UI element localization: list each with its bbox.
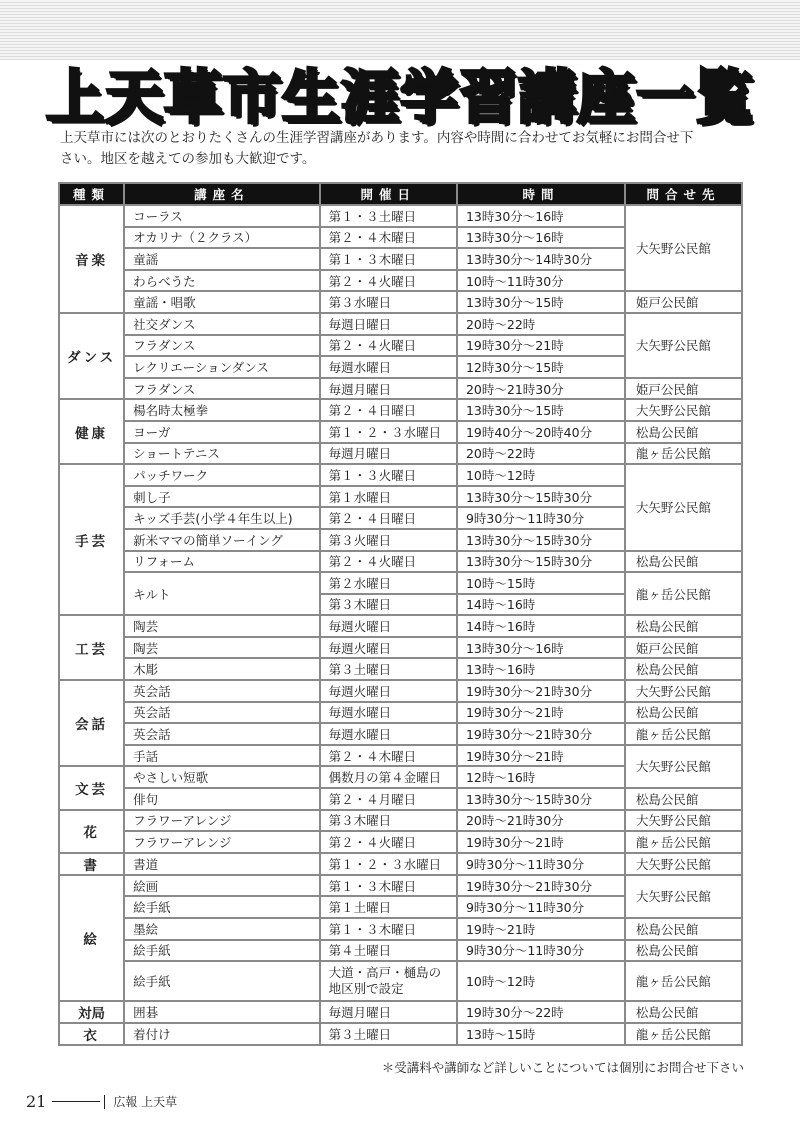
course-day: 毎週日曜日 [321, 314, 456, 334]
course-time: 13時30分～15時30分 [458, 552, 624, 572]
table-row [60, 832, 741, 852]
course-time: 19時30分～21時 [458, 832, 624, 852]
contact-venue: 松島公民館 [626, 1002, 741, 1022]
course-day: 第１・２・３水曜日 [321, 854, 456, 874]
course-day: 第１・３木曜日 [321, 249, 456, 269]
course-name: 童謡・唱歌 [125, 292, 318, 312]
contact-venue: 龍ヶ岳公民館 [626, 962, 741, 1000]
course-time: 13時30分～14時30分 [458, 249, 624, 269]
course-time: 19時30分～22時 [458, 1002, 624, 1022]
course-name: 絵手紙 [125, 941, 318, 961]
contact-venue: 姫戸公民館 [626, 638, 741, 658]
course-time: 13時30分～15時30分 [458, 530, 624, 550]
table-row [60, 206, 741, 226]
course-name: 絵手紙 [125, 962, 318, 1000]
course-name: レクリエーションダンス [125, 357, 318, 377]
course-name: 楊名時太極拳 [125, 400, 318, 420]
contact-venue: 大矢野公民館 [626, 746, 741, 787]
course-name: 絵手紙 [125, 897, 318, 917]
table-row [60, 811, 741, 831]
course-time: 20時～21時30分 [458, 379, 624, 399]
contact-venue: 松島公民館 [626, 703, 741, 723]
table-row [60, 724, 741, 744]
course-day: 毎週火曜日 [321, 681, 456, 701]
course-name: 木彫 [125, 659, 318, 679]
course-name: 刺し子 [125, 487, 318, 507]
category-cell: ダンス [60, 314, 123, 398]
course-name: フラダンス [125, 379, 318, 399]
table-row [60, 465, 741, 485]
course-day: 第３木曜日 [321, 595, 456, 615]
table-row [60, 789, 741, 809]
contact-venue: 大矢野公民館 [626, 681, 741, 701]
page-footer [26, 1092, 177, 1111]
course-name: 新米ママの簡単ソーイング [125, 530, 318, 550]
contact-venue: 姫戸公民館 [626, 292, 741, 312]
course-time: 19時30分～21時 [458, 746, 624, 766]
category-cell: 会話 [60, 681, 123, 765]
contact-venue: 龍ヶ岳公民館 [626, 724, 741, 744]
page-title: 上天草市生涯学習講座一覧 [45, 63, 754, 131]
course-day: 第３土曜日 [321, 1024, 456, 1044]
table-row [60, 422, 741, 442]
course-day: 第１・２・３水曜日 [321, 422, 456, 442]
table-row [60, 659, 741, 679]
intro-line-1: 上天草市には次のとおりたくさんの生涯学習講座があります。内容や時間に合わせてお気軽にお問合せ下 [60, 130, 694, 146]
table-row [60, 314, 741, 334]
course-time: 19時30分～21時30分 [458, 724, 624, 744]
header-category: 種類 [60, 184, 123, 204]
course-day: 第３木曜日 [321, 811, 456, 831]
table-row [60, 681, 741, 701]
course-day: 第２水曜日 [321, 573, 456, 593]
contact-venue: 大矢野公民館 [626, 314, 741, 377]
course-table [58, 182, 743, 1046]
contact-venue: 大矢野公民館 [626, 206, 741, 290]
course-time: 9時30分～11時30分 [458, 897, 624, 917]
category-cell: 対局 [60, 1002, 123, 1022]
header-course-name: 講座名 [125, 184, 318, 204]
course-time: 14時～16時 [458, 595, 624, 615]
contact-venue: 大矢野公民館 [626, 465, 741, 549]
course-name: 手話 [125, 746, 318, 766]
course-name: 社交ダンス [125, 314, 318, 334]
course-name: 童謡 [125, 249, 318, 269]
course-day: 毎週月曜日 [321, 379, 456, 399]
table-row [60, 444, 741, 464]
publication-name: 広報 上天草 [113, 1095, 178, 1109]
course-day: 第２・４火曜日 [321, 552, 456, 572]
course-time: 19時～21時 [458, 919, 624, 939]
course-name: オカリナ（２クラス） [125, 228, 318, 248]
course-name: フラワーアレンジ [125, 832, 318, 852]
table-row [60, 854, 741, 874]
course-time: 9時30分～11時30分 [458, 941, 624, 961]
category-cell: 文芸 [60, 767, 123, 808]
category-cell: 健康 [60, 400, 123, 463]
course-day: 第１・３火曜日 [321, 465, 456, 485]
course-name: 絵画 [125, 876, 318, 896]
course-name: 書道 [125, 854, 318, 874]
course-name: 墨絵 [125, 919, 318, 939]
course-day: 第１土曜日 [321, 897, 456, 917]
course-name: リフォーム [125, 552, 318, 572]
course-time: 13時30分～15時 [458, 400, 624, 420]
course-time: 19時40分～20時40分 [458, 422, 624, 442]
course-day: 第２・４月曜日 [321, 789, 456, 809]
footer-rule [52, 1101, 100, 1102]
course-day: 第２・４火曜日 [321, 336, 456, 356]
contact-venue: 松島公民館 [626, 659, 741, 679]
course-day: 偶数月の第４金曜日 [321, 767, 456, 787]
table-row [60, 1002, 741, 1022]
contact-venue: 松島公民館 [626, 616, 741, 636]
course-day: 第４土曜日 [321, 941, 456, 961]
course-day: 第２・４火曜日 [321, 832, 456, 852]
category-cell: 花 [60, 811, 123, 852]
course-day: 第１水曜日 [321, 487, 456, 507]
contact-venue: 松島公民館 [626, 941, 741, 961]
course-time: 13時30分～16時 [458, 638, 624, 658]
course-time: 10時～15時 [458, 573, 624, 593]
category-cell: 衣 [60, 1024, 123, 1044]
course-time: 19時30分～21時30分 [458, 876, 624, 896]
table-row [60, 876, 741, 896]
course-day: 毎週月曜日 [321, 1002, 456, 1022]
course-time: 10時～12時 [458, 962, 624, 1000]
contact-venue: 松島公民館 [626, 919, 741, 939]
table-row [60, 379, 741, 399]
course-time: 13時30分～15時30分 [458, 789, 624, 809]
course-name: 英会話 [125, 724, 318, 744]
course-time: 9時30分～11時30分 [458, 508, 624, 528]
course-name: 着付け [125, 1024, 318, 1044]
footer-divider [104, 1095, 105, 1109]
table-row [60, 552, 741, 572]
course-time: 13時30分～16時 [458, 228, 624, 248]
course-day: 第３土曜日 [321, 659, 456, 679]
course-time: 9時30分～11時30分 [458, 854, 624, 874]
category-cell: 音楽 [60, 206, 123, 312]
course-name: 英会話 [125, 703, 318, 723]
contact-venue: 大矢野公民館 [626, 811, 741, 831]
course-time: 12時30分～15時 [458, 357, 624, 377]
table-row [60, 292, 741, 312]
table-row [60, 573, 741, 593]
intro-text [60, 128, 750, 170]
course-day: 第１・３木曜日 [321, 919, 456, 939]
course-name: 英会話 [125, 681, 318, 701]
course-name: フラダンス [125, 336, 318, 356]
category-cell: 工芸 [60, 616, 123, 679]
contact-venue: 松島公民館 [626, 789, 741, 809]
course-day: 毎週火曜日 [321, 638, 456, 658]
course-name: ショートテニス [125, 444, 318, 464]
course-time: 19時30分～21時30分 [458, 681, 624, 701]
course-name: キルト [125, 573, 318, 614]
intro-line-2: さい。地区を越えての参加も大歓迎です。 [60, 151, 316, 167]
course-day: 第３火曜日 [321, 530, 456, 550]
course-time: 13時30分～15時30分 [458, 487, 624, 507]
table-header-row [60, 184, 741, 204]
course-day: 毎週水曜日 [321, 357, 456, 377]
course-name: 囲碁 [125, 1002, 318, 1022]
contact-venue: 龍ヶ岳公民館 [626, 1024, 741, 1044]
contact-venue: 大矢野公民館 [626, 854, 741, 874]
contact-venue: 龍ヶ岳公民館 [626, 444, 741, 464]
course-time: 13時30分～16時 [458, 206, 624, 226]
course-day: 第３水曜日 [321, 292, 456, 312]
course-time: 19時30分～21時 [458, 336, 624, 356]
course-name: わらべうた [125, 271, 318, 291]
header-time: 時間 [458, 184, 624, 204]
category-cell: 絵 [60, 876, 123, 1000]
contact-venue: 松島公民館 [626, 422, 741, 442]
header-contact: 問合せ先 [626, 184, 741, 204]
table-row [60, 1024, 741, 1044]
course-name: パッチワーク [125, 465, 318, 485]
contact-venue: 松島公民館 [626, 552, 741, 572]
category-cell: 書 [60, 854, 123, 874]
course-name: コーラス [125, 206, 318, 226]
course-name: キッズ手芸(小学４年生以上) [125, 508, 318, 528]
page-number: 21 [26, 1092, 47, 1111]
course-name: 俳句 [125, 789, 318, 809]
contact-venue: 龍ヶ岳公民館 [626, 832, 741, 852]
contact-venue: 龍ヶ岳公民館 [626, 573, 741, 614]
course-day: 第１・３木曜日 [321, 876, 456, 896]
table-row [60, 616, 741, 636]
course-time: 20時～21時30分 [458, 811, 624, 831]
course-name: 陶芸 [125, 638, 318, 658]
course-time: 19時30分～21時 [458, 703, 624, 723]
contact-venue: 姫戸公民館 [626, 379, 741, 399]
course-name: ヨーガ [125, 422, 318, 442]
contact-venue: 大矢野公民館 [626, 400, 741, 420]
course-day: 第２・４木曜日 [321, 228, 456, 248]
course-time: 20時～22時 [458, 444, 624, 464]
course-day: 第２・４日曜日 [321, 400, 456, 420]
footnote: ＊受講料や講師など詳しいことについては個別にお問合せ下さい [381, 1060, 744, 1075]
table-row [60, 638, 741, 658]
course-time: 12時～16時 [458, 767, 624, 787]
table-row [60, 746, 741, 766]
table-row [60, 941, 741, 961]
course-day: 毎週月曜日 [321, 444, 456, 464]
course-time: 13時～16時 [458, 659, 624, 679]
header-date: 開催日 [321, 184, 456, 204]
course-day: 毎週水曜日 [321, 703, 456, 723]
course-name: 陶芸 [125, 616, 318, 636]
course-time: 20時～22時 [458, 314, 624, 334]
category-cell: 手芸 [60, 465, 123, 614]
course-day: 第２・４木曜日 [321, 746, 456, 766]
course-day: 毎週火曜日 [321, 616, 456, 636]
course-day: 第２・４日曜日 [321, 508, 456, 528]
course-day: 大道・高戸・樋島の地区別で設定 [321, 962, 456, 1000]
course-time: 10時～11時30分 [458, 271, 624, 291]
contact-venue: 大矢野公民館 [626, 876, 741, 917]
table-row [60, 703, 741, 723]
course-name: やさしい短歌 [125, 767, 318, 787]
table-row [60, 400, 741, 420]
table-row [60, 962, 741, 1000]
course-name: フラワーアレンジ [125, 811, 318, 831]
course-day: 第２・４火曜日 [321, 271, 456, 291]
course-time: 10時～12時 [458, 465, 624, 485]
course-time: 13時30分～15時 [458, 292, 624, 312]
course-time: 13時～15時 [458, 1024, 624, 1044]
course-day: 毎週水曜日 [321, 724, 456, 744]
table-row [60, 919, 741, 939]
course-time: 14時～16時 [458, 616, 624, 636]
course-day: 第１・３土曜日 [321, 206, 456, 226]
